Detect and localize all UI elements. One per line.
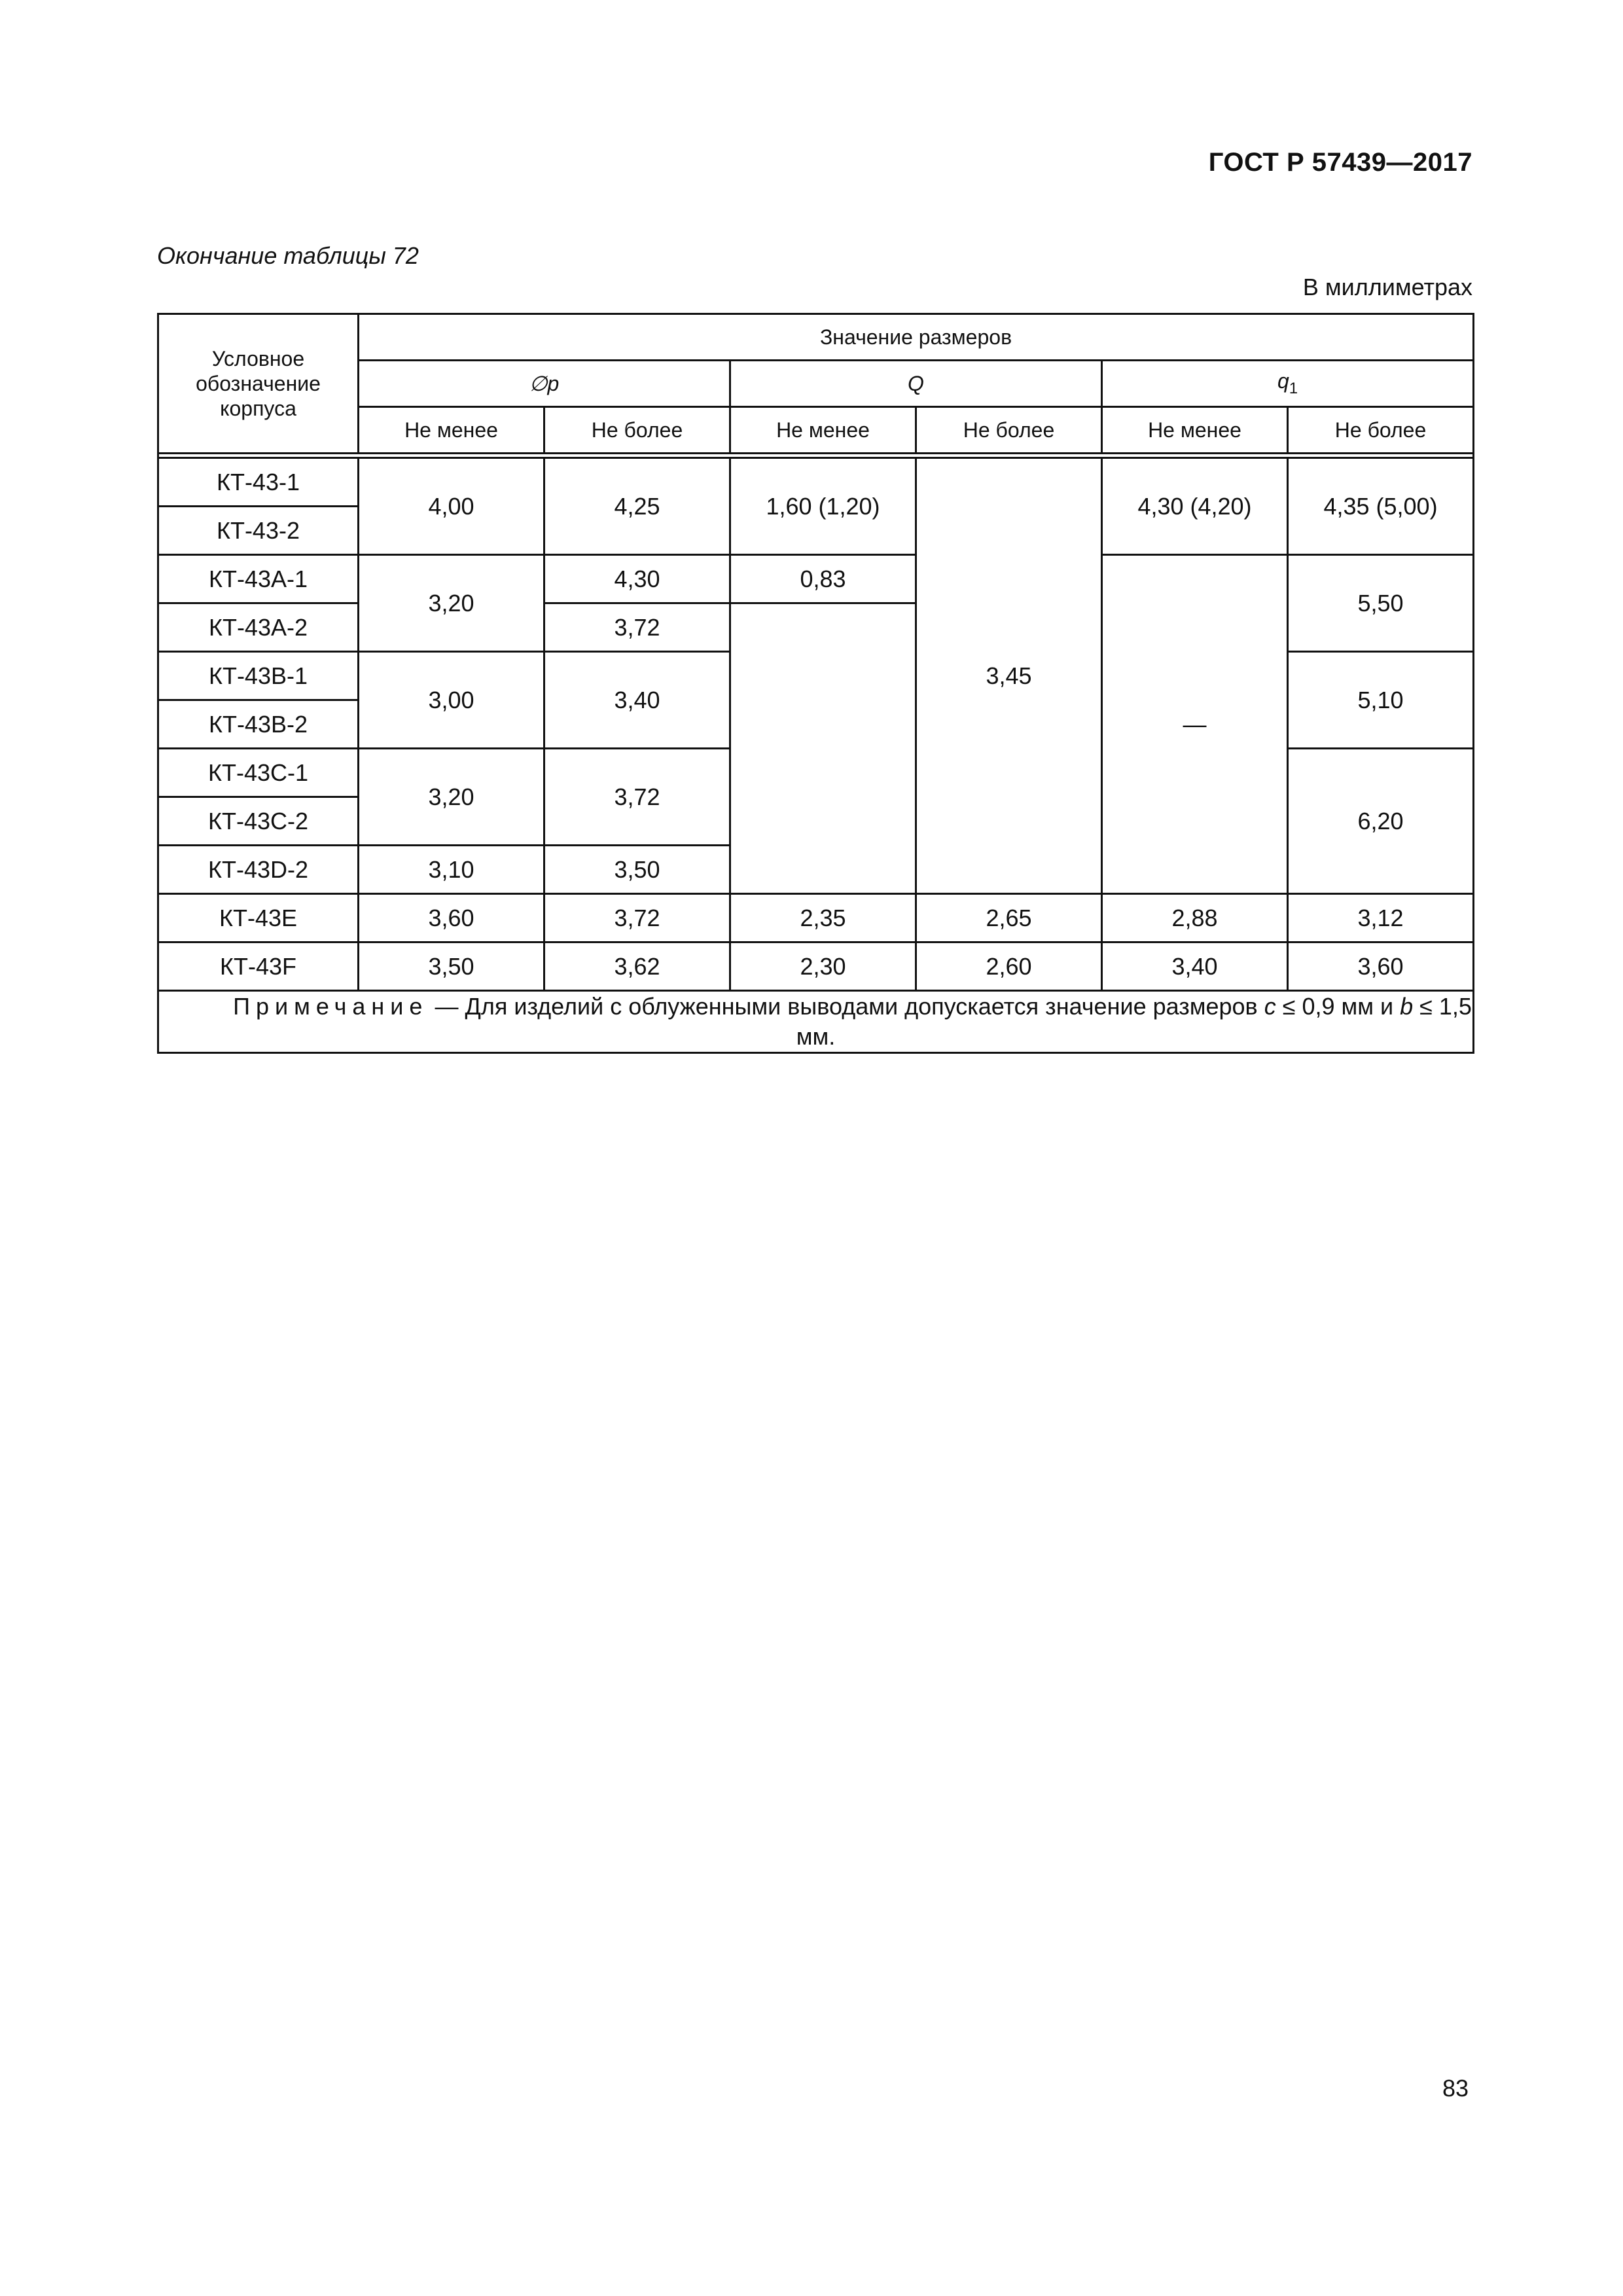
Q-max-header: Не более bbox=[916, 407, 1102, 454]
Q-min-header: Не менее bbox=[730, 407, 916, 454]
cell-value: 4,30 (4,20) bbox=[1102, 458, 1288, 555]
param-q1-header bbox=[1102, 361, 1474, 407]
q1-symbol: q bbox=[1277, 369, 1289, 393]
page-number: 83 bbox=[1442, 2075, 1469, 2102]
cell-value: 3,20 bbox=[359, 749, 544, 846]
note-var-c: c bbox=[1264, 993, 1276, 1020]
table-caption: Окончание таблицы 72 bbox=[157, 242, 419, 269]
p-max-header: Не более bbox=[544, 407, 730, 454]
note-row bbox=[158, 991, 1474, 1053]
q1-max-header: Не более bbox=[1288, 407, 1474, 454]
cell-value: 6,20 bbox=[1288, 749, 1474, 894]
note-var-b: b bbox=[1400, 993, 1414, 1020]
note-label: Примечание bbox=[233, 993, 429, 1020]
standard-header: ГОСТ Р 57439—2017 bbox=[1208, 148, 1472, 177]
row-name: КТ-43С-2 bbox=[158, 797, 359, 846]
q1-min-header: Не менее bbox=[1102, 407, 1288, 454]
header-separator-cell bbox=[158, 454, 1474, 458]
cell-value: 3,12 bbox=[1288, 894, 1474, 942]
note-text-1: Для изделий с облуженными выводами допускается значение размеров bbox=[465, 993, 1264, 1020]
row-name: КТ-43А-2 bbox=[158, 603, 359, 652]
cell-value: 5,50 bbox=[1288, 555, 1474, 652]
cell-value: 3,40 bbox=[544, 652, 730, 749]
cell-value: 4,30 bbox=[544, 555, 730, 603]
cell-value: 3,50 bbox=[544, 846, 730, 894]
empty-cell bbox=[730, 603, 916, 894]
cell-value: 4,25 bbox=[544, 458, 730, 555]
param-Q-header: Q bbox=[730, 361, 1102, 407]
note-dash: — bbox=[428, 993, 465, 1020]
cell-value: 1,60 (1,20) bbox=[730, 458, 916, 555]
cell-value: 2,35 bbox=[730, 894, 916, 942]
cell-value: 3,72 bbox=[544, 603, 730, 652]
cell-value: 3,72 bbox=[544, 749, 730, 846]
note-text-2: ≤ 0,9 мм и bbox=[1275, 993, 1400, 1020]
row-name: КТ-43D-2 bbox=[158, 846, 359, 894]
row-name: КТ-43F bbox=[158, 942, 359, 991]
dimensions-table bbox=[157, 313, 1474, 1054]
cell-value: 3,60 bbox=[359, 894, 544, 942]
cell-value: 3,40 bbox=[1102, 942, 1288, 991]
cell-value: 0,83 bbox=[730, 555, 916, 603]
p-min-header: Не менее bbox=[359, 407, 544, 454]
cell-value: 3,45 bbox=[916, 458, 1102, 894]
cell-value: 2,60 bbox=[916, 942, 1102, 991]
row-name: КТ-43В-2 bbox=[158, 700, 359, 749]
table-row bbox=[158, 894, 1474, 942]
cell-value: 2,30 bbox=[730, 942, 916, 991]
cell-value: 3,60 bbox=[1288, 942, 1474, 991]
row-name: КТ-43А-1 bbox=[158, 555, 359, 603]
note-text-3: ≤ 1,5 мм. bbox=[796, 993, 1472, 1050]
row-name: КТ-43Е bbox=[158, 894, 359, 942]
cell-value: 3,20 bbox=[359, 555, 544, 652]
table-row bbox=[158, 458, 1474, 507]
group-header: Значение размеров bbox=[359, 314, 1474, 361]
row-name: КТ-43-1 bbox=[158, 458, 359, 507]
cell-value: 3,72 bbox=[544, 894, 730, 942]
table-note bbox=[158, 991, 1474, 1053]
row-name: КТ-43-2 bbox=[158, 507, 359, 555]
table-row bbox=[158, 555, 1474, 603]
row-name: КТ-43В-1 bbox=[158, 652, 359, 700]
cell-value: 4,00 bbox=[359, 458, 544, 555]
cell-value: 5,10 bbox=[1288, 652, 1474, 749]
cell-value: 3,00 bbox=[359, 652, 544, 749]
cell-value: 3,62 bbox=[544, 942, 730, 991]
units-label: В миллиметрах bbox=[1302, 274, 1472, 300]
cell-value: 3,50 bbox=[359, 942, 544, 991]
row-name: КТ-43С-1 bbox=[158, 749, 359, 797]
q1-subscript: 1 bbox=[1289, 380, 1298, 397]
param-p-header: ∅p bbox=[359, 361, 730, 407]
cell-value: 2,88 bbox=[1102, 894, 1288, 942]
cell-value: 2,65 bbox=[916, 894, 1102, 942]
designation-header: Условное обозначение корпуса bbox=[158, 314, 359, 454]
cell-value: — bbox=[1102, 555, 1288, 894]
cell-value: 4,35 (5,00) bbox=[1288, 458, 1474, 555]
cell-value: 3,10 bbox=[359, 846, 544, 894]
table-row bbox=[158, 942, 1474, 991]
header-separator bbox=[158, 454, 1474, 458]
header-row-1 bbox=[158, 314, 1474, 361]
